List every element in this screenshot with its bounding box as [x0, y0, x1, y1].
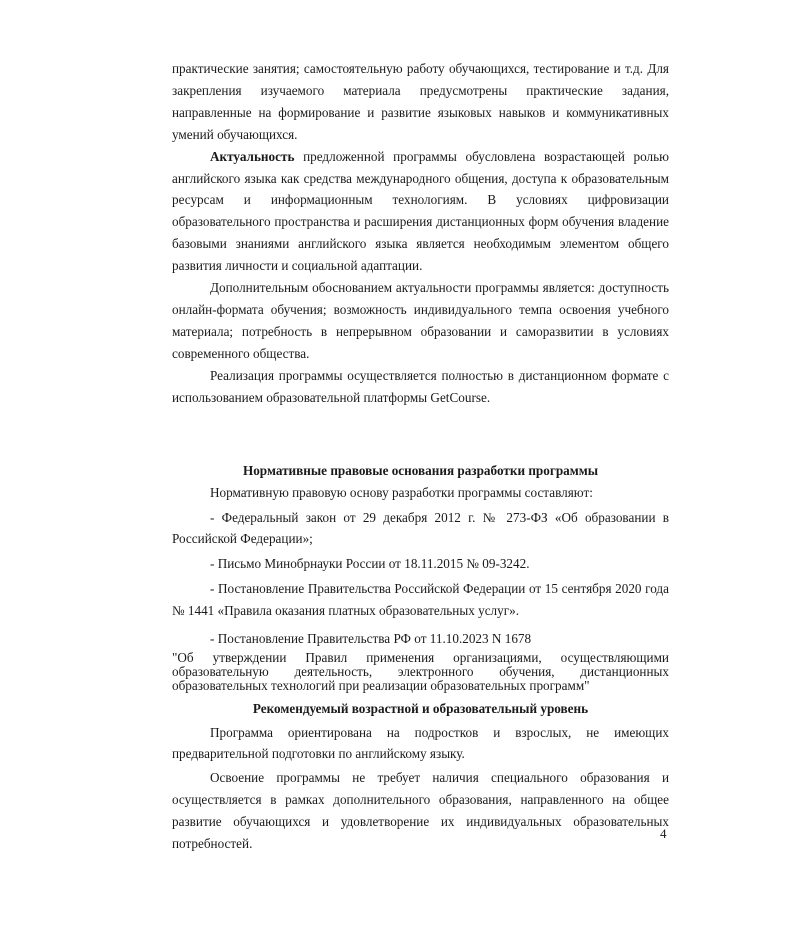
paragraph-target-audience: Программа ориентирована на подростков и взрослых, не имеющих предварительной подготовки по английскому языку. — [172, 724, 669, 762]
paragraph-requirements: Освоение программы не требует наличия специального образования и осуществляется в рамках дополнительного образования, направленного на общее развитие обучающихся и удовлетворение их индивидуальных образовательных потребностей. — [172, 770, 669, 852]
relevance-term: Актуальность — [210, 148, 295, 164]
legal-item-resolution-2020: - Постановление Правительства Российской Федерации от 15 сентября 2020 года № 1441 «Правила оказания платных образовательных услуг». — [172, 581, 669, 619]
paragraph-implementation: Реализация программы осуществляется полностью в дистанционном формате с использованием образовательной платформы GetCourse. — [172, 367, 669, 405]
legal-item-letter: - Письмо Минобрнауки России от 18.11.2015 № 09-3242. — [210, 556, 530, 572]
page-number: 4 — [660, 826, 667, 841]
section-heading-legal: Нормативные правовые основания разработки программы — [242, 462, 599, 478]
paragraph-legal-intro: Нормативную правовую основу разработки программы составляют: — [210, 484, 593, 500]
paragraph-additional-justification: Дополнительным обоснованием актуальности программы является: доступность онлайн-формата обучения; возможность индивидуального темпа освоения учебного материала; потребность в непрерывном образовании и саморазвитии в условиях современного общества. — [172, 280, 669, 361]
paragraph-practice: практические занятия; самостоятельную работу обучающихся, тестирование и т.д. Для закрепления изучаемого материала предусмотрены практические задания, направленные на формирование и развитие языковых навыков и коммуникативных умений обучающихся. — [172, 61, 669, 142]
section-heading-level: Рекомендуемый возрастной и образовательный уровень — [252, 700, 589, 716]
paragraph-relevance — [172, 146, 669, 277]
legal-item-resolution-2023-title: "Об утверждении Правил применения организациями, осуществляющими образовательную деятельность, электронного обучения, дистанционных образовательных технологий при реализации образовательных программ" — [172, 649, 669, 694]
relevance-text: предложенной программы обусловлена возрастающей ролью английского языка как средства международного общения, доступа к образовательным ресурсам и информационным технологиям. В условиях цифровизации образовательного пространства и расширения дистанционных форм обучения владение базовыми знаниями английского языка является необходимым элементом общего развития личности и социальной адаптации. — [172, 148, 669, 274]
legal-item-resolution-2023: - Постановление Правительства РФ от 11.10.2023 N 1678 — [210, 631, 532, 647]
legal-item-federal-law: - Федеральный закон от 29 декабря 2012 г. № 273-ФЗ «Об образовании в Российской Федерации»; — [172, 509, 669, 547]
document-page — [172, 58, 669, 855]
